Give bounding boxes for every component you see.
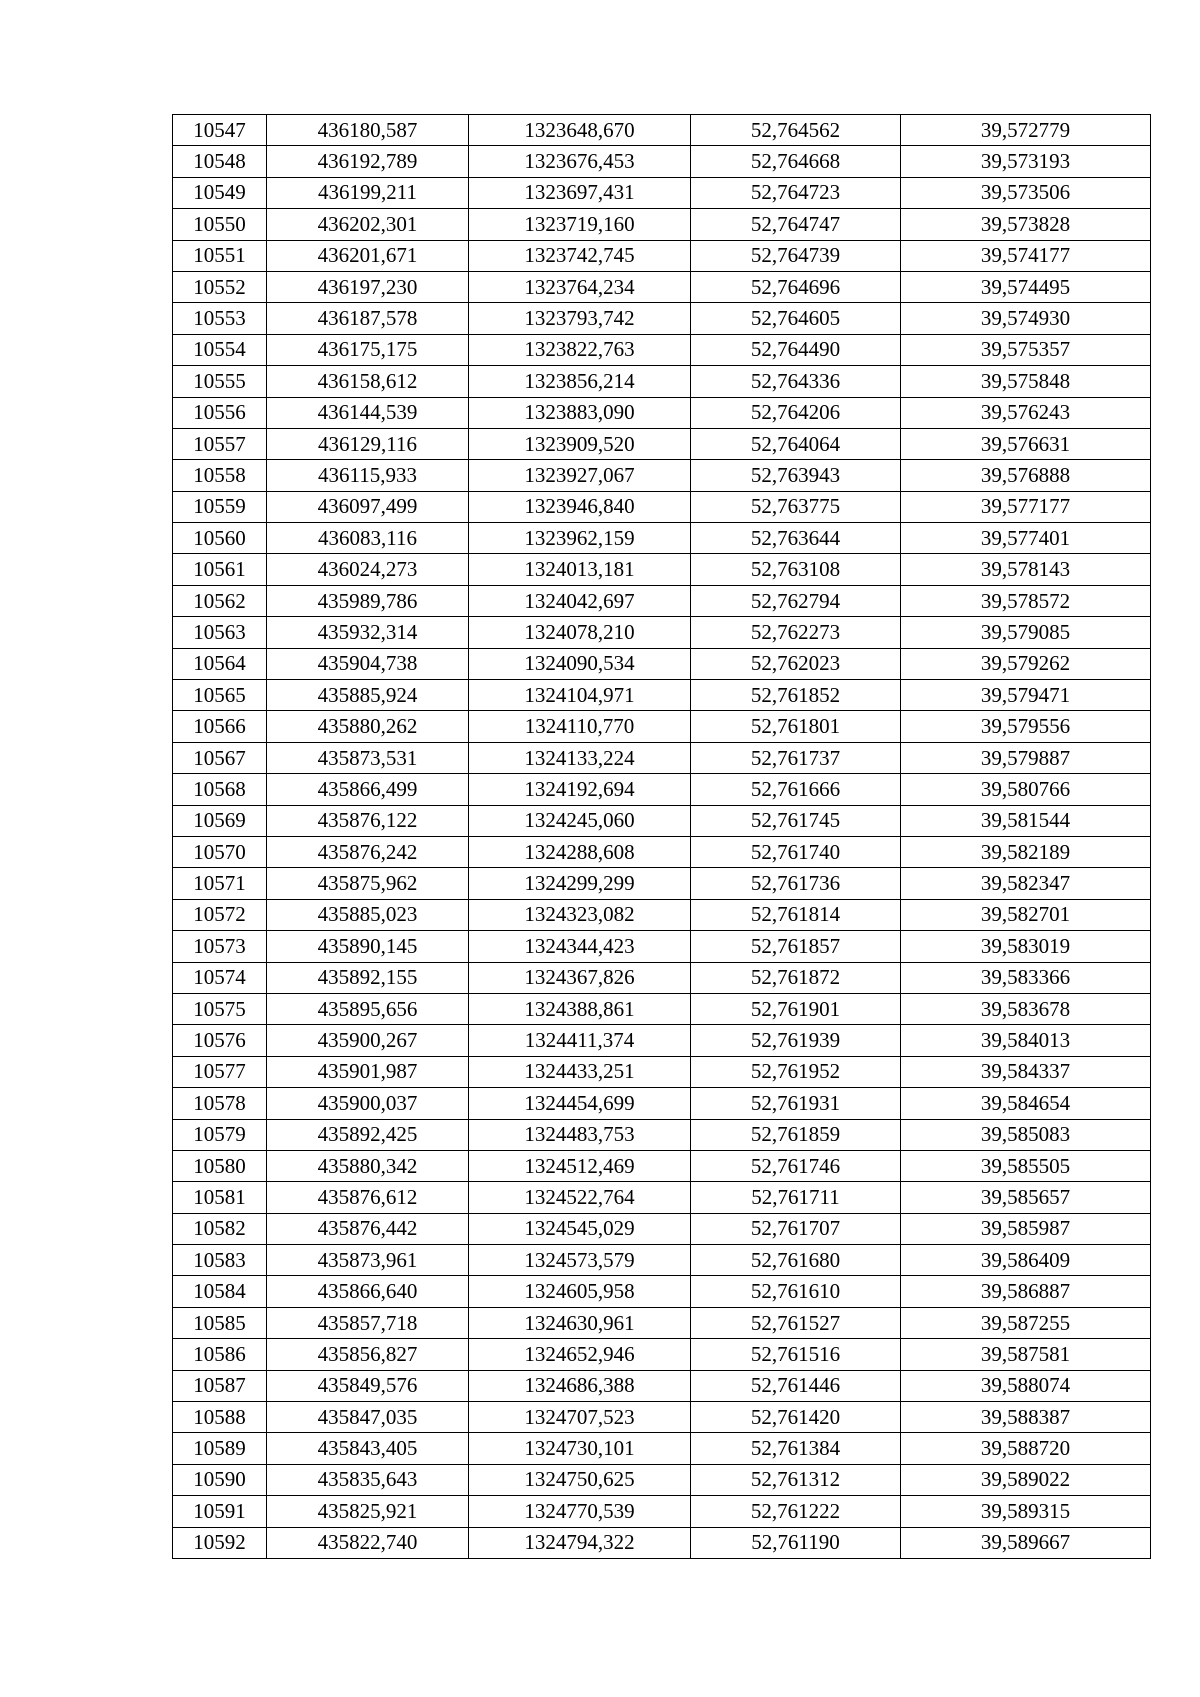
point-number-cell: 10566: [173, 711, 267, 742]
x-coordinate-cell: 435892,155: [267, 962, 469, 993]
x-coordinate-cell: 435876,242: [267, 836, 469, 867]
point-number-cell: 10590: [173, 1464, 267, 1495]
latitude-cell: 52,761707: [691, 1213, 901, 1244]
y-coordinate-cell: 1324545,029: [469, 1213, 691, 1244]
point-number-cell: 10573: [173, 931, 267, 962]
x-coordinate-cell: 436083,116: [267, 523, 469, 554]
longitude-cell: 39,589315: [901, 1496, 1151, 1527]
latitude-cell: 52,761746: [691, 1150, 901, 1181]
latitude-cell: 52,762023: [691, 648, 901, 679]
table-row: [173, 1496, 1151, 1527]
x-coordinate-cell: 436187,578: [267, 303, 469, 334]
table-row: [173, 1276, 1151, 1307]
latitude-cell: 52,764490: [691, 334, 901, 365]
point-number-cell: 10559: [173, 491, 267, 522]
longitude-cell: 39,573193: [901, 146, 1151, 177]
x-coordinate-cell: 435876,442: [267, 1213, 469, 1244]
table-row: [173, 1056, 1151, 1087]
table-row: [173, 585, 1151, 616]
x-coordinate-cell: 436192,789: [267, 146, 469, 177]
point-number-cell: 10549: [173, 177, 267, 208]
y-coordinate-cell: 1323822,763: [469, 334, 691, 365]
table-row: [173, 648, 1151, 679]
latitude-cell: 52,761801: [691, 711, 901, 742]
y-coordinate-cell: 1324794,322: [469, 1527, 691, 1558]
table-row: [173, 1119, 1151, 1150]
table-row: [173, 523, 1151, 554]
latitude-cell: 52,761745: [691, 805, 901, 836]
point-number-cell: 10571: [173, 868, 267, 899]
point-number-cell: 10577: [173, 1056, 267, 1087]
table-row: [173, 1088, 1151, 1119]
table-row: [173, 209, 1151, 240]
point-number-cell: 10584: [173, 1276, 267, 1307]
longitude-cell: 39,577401: [901, 523, 1151, 554]
latitude-cell: 52,764064: [691, 428, 901, 459]
table-row: [173, 962, 1151, 993]
longitude-cell: 39,584654: [901, 1088, 1151, 1119]
x-coordinate-cell: 435895,656: [267, 993, 469, 1024]
y-coordinate-cell: 1324388,861: [469, 993, 691, 1024]
table-row: [173, 1464, 1151, 1495]
y-coordinate-cell: 1324454,699: [469, 1088, 691, 1119]
table-row: [173, 711, 1151, 742]
point-number-cell: 10560: [173, 523, 267, 554]
latitude-cell: 52,764206: [691, 397, 901, 428]
longitude-cell: 39,572779: [901, 115, 1151, 146]
table-row: [173, 1150, 1151, 1181]
table-row: [173, 334, 1151, 365]
x-coordinate-cell: 435873,531: [267, 742, 469, 773]
longitude-cell: 39,574177: [901, 240, 1151, 271]
x-coordinate-cell: 435866,640: [267, 1276, 469, 1307]
x-coordinate-cell: 436097,499: [267, 491, 469, 522]
x-coordinate-cell: 436180,587: [267, 115, 469, 146]
latitude-cell: 52,761516: [691, 1339, 901, 1370]
latitude-cell: 52,761859: [691, 1119, 901, 1150]
x-coordinate-cell: 435892,425: [267, 1119, 469, 1150]
table-row: [173, 460, 1151, 491]
point-number-cell: 10547: [173, 115, 267, 146]
y-coordinate-cell: 1324013,181: [469, 554, 691, 585]
table-row: [173, 1527, 1151, 1558]
y-coordinate-cell: 1323648,670: [469, 115, 691, 146]
longitude-cell: 39,585657: [901, 1182, 1151, 1213]
table-row: [173, 1433, 1151, 1464]
y-coordinate-cell: 1324512,469: [469, 1150, 691, 1181]
x-coordinate-cell: 435843,405: [267, 1433, 469, 1464]
table-row: [173, 1213, 1151, 1244]
point-number-cell: 10583: [173, 1245, 267, 1276]
x-coordinate-cell: 436201,671: [267, 240, 469, 271]
x-coordinate-cell: 435857,718: [267, 1307, 469, 1338]
y-coordinate-cell: 1323946,840: [469, 491, 691, 522]
x-coordinate-cell: 435890,145: [267, 931, 469, 962]
longitude-cell: 39,580766: [901, 774, 1151, 805]
x-coordinate-cell: 436115,933: [267, 460, 469, 491]
longitude-cell: 39,579887: [901, 742, 1151, 773]
latitude-cell: 52,761384: [691, 1433, 901, 1464]
table-row: [173, 1339, 1151, 1370]
x-coordinate-cell: 435885,023: [267, 899, 469, 930]
point-number-cell: 10572: [173, 899, 267, 930]
table-row: [173, 680, 1151, 711]
latitude-cell: 52,761737: [691, 742, 901, 773]
y-coordinate-cell: 1324323,082: [469, 899, 691, 930]
longitude-cell: 39,576631: [901, 428, 1151, 459]
y-coordinate-cell: 1324605,958: [469, 1276, 691, 1307]
x-coordinate-cell: 435825,921: [267, 1496, 469, 1527]
point-number-cell: 10579: [173, 1119, 267, 1150]
y-coordinate-cell: 1323909,520: [469, 428, 691, 459]
point-number-cell: 10580: [173, 1150, 267, 1181]
table-row: [173, 1245, 1151, 1276]
point-number-cell: 10551: [173, 240, 267, 271]
x-coordinate-cell: 435835,643: [267, 1464, 469, 1495]
longitude-cell: 39,584337: [901, 1056, 1151, 1087]
latitude-cell: 52,764336: [691, 366, 901, 397]
x-coordinate-cell: 435901,987: [267, 1056, 469, 1087]
latitude-cell: 52,761420: [691, 1402, 901, 1433]
y-coordinate-cell: 1324411,374: [469, 1025, 691, 1056]
x-coordinate-cell: 435876,612: [267, 1182, 469, 1213]
latitude-cell: 52,761939: [691, 1025, 901, 1056]
point-number-cell: 10557: [173, 428, 267, 459]
x-coordinate-cell: 436197,230: [267, 271, 469, 302]
table-row: [173, 836, 1151, 867]
longitude-cell: 39,576243: [901, 397, 1151, 428]
point-number-cell: 10563: [173, 617, 267, 648]
point-number-cell: 10592: [173, 1527, 267, 1558]
y-coordinate-cell: 1324730,101: [469, 1433, 691, 1464]
x-coordinate-cell: 436175,175: [267, 334, 469, 365]
latitude-cell: 52,761527: [691, 1307, 901, 1338]
coordinates-table: [172, 114, 1151, 1559]
latitude-cell: 52,764605: [691, 303, 901, 334]
latitude-cell: 52,763108: [691, 554, 901, 585]
x-coordinate-cell: 435856,827: [267, 1339, 469, 1370]
longitude-cell: 39,588074: [901, 1370, 1151, 1401]
table-row: [173, 993, 1151, 1024]
table-row: [173, 397, 1151, 428]
x-coordinate-cell: 435866,499: [267, 774, 469, 805]
point-number-cell: 10588: [173, 1402, 267, 1433]
point-number-cell: 10581: [173, 1182, 267, 1213]
x-coordinate-cell: 435849,576: [267, 1370, 469, 1401]
latitude-cell: 52,761872: [691, 962, 901, 993]
point-number-cell: 10565: [173, 680, 267, 711]
longitude-cell: 39,585083: [901, 1119, 1151, 1150]
x-coordinate-cell: 435847,035: [267, 1402, 469, 1433]
latitude-cell: 52,761736: [691, 868, 901, 899]
longitude-cell: 39,582347: [901, 868, 1151, 899]
longitude-cell: 39,583678: [901, 993, 1151, 1024]
point-number-cell: 10589: [173, 1433, 267, 1464]
point-number-cell: 10555: [173, 366, 267, 397]
longitude-cell: 39,586409: [901, 1245, 1151, 1276]
point-number-cell: 10586: [173, 1339, 267, 1370]
table-row: [173, 1307, 1151, 1338]
table-row: [173, 617, 1151, 648]
latitude-cell: 52,761312: [691, 1464, 901, 1495]
y-coordinate-cell: 1324042,697: [469, 585, 691, 616]
x-coordinate-cell: 435989,786: [267, 585, 469, 616]
y-coordinate-cell: 1323883,090: [469, 397, 691, 428]
latitude-cell: 52,764747: [691, 209, 901, 240]
latitude-cell: 52,761222: [691, 1496, 901, 1527]
x-coordinate-cell: 435880,342: [267, 1150, 469, 1181]
x-coordinate-cell: 435876,122: [267, 805, 469, 836]
latitude-cell: 52,761931: [691, 1088, 901, 1119]
longitude-cell: 39,578572: [901, 585, 1151, 616]
point-number-cell: 10576: [173, 1025, 267, 1056]
point-number-cell: 10564: [173, 648, 267, 679]
y-coordinate-cell: 1324367,826: [469, 962, 691, 993]
point-number-cell: 10578: [173, 1088, 267, 1119]
y-coordinate-cell: 1324686,388: [469, 1370, 691, 1401]
y-coordinate-cell: 1324433,251: [469, 1056, 691, 1087]
x-coordinate-cell: 435900,267: [267, 1025, 469, 1056]
table-row: [173, 868, 1151, 899]
point-number-cell: 10548: [173, 146, 267, 177]
y-coordinate-cell: 1323742,745: [469, 240, 691, 271]
latitude-cell: 52,763644: [691, 523, 901, 554]
latitude-cell: 52,764668: [691, 146, 901, 177]
point-number-cell: 10568: [173, 774, 267, 805]
point-number-cell: 10552: [173, 271, 267, 302]
x-coordinate-cell: 435904,738: [267, 648, 469, 679]
y-coordinate-cell: 1324630,961: [469, 1307, 691, 1338]
latitude-cell: 52,761666: [691, 774, 901, 805]
longitude-cell: 39,583366: [901, 962, 1151, 993]
latitude-cell: 52,761680: [691, 1245, 901, 1276]
table-row: [173, 931, 1151, 962]
point-number-cell: 10582: [173, 1213, 267, 1244]
point-number-cell: 10569: [173, 805, 267, 836]
table-row: [173, 115, 1151, 146]
y-coordinate-cell: 1323856,214: [469, 366, 691, 397]
latitude-cell: 52,761901: [691, 993, 901, 1024]
latitude-cell: 52,761446: [691, 1370, 901, 1401]
table-row: [173, 491, 1151, 522]
x-coordinate-cell: 435932,314: [267, 617, 469, 648]
point-number-cell: 10585: [173, 1307, 267, 1338]
longitude-cell: 39,578143: [901, 554, 1151, 585]
latitude-cell: 52,763943: [691, 460, 901, 491]
longitude-cell: 39,586887: [901, 1276, 1151, 1307]
longitude-cell: 39,575357: [901, 334, 1151, 365]
point-number-cell: 10561: [173, 554, 267, 585]
longitude-cell: 39,576888: [901, 460, 1151, 491]
y-coordinate-cell: 1324110,770: [469, 711, 691, 742]
table-row: [173, 1182, 1151, 1213]
x-coordinate-cell: 436158,612: [267, 366, 469, 397]
longitude-cell: 39,574930: [901, 303, 1151, 334]
latitude-cell: 52,761814: [691, 899, 901, 930]
point-number-cell: 10575: [173, 993, 267, 1024]
longitude-cell: 39,588720: [901, 1433, 1151, 1464]
longitude-cell: 39,589667: [901, 1527, 1151, 1558]
longitude-cell: 39,589022: [901, 1464, 1151, 1495]
x-coordinate-cell: 435885,924: [267, 680, 469, 711]
point-number-cell: 10574: [173, 962, 267, 993]
longitude-cell: 39,585505: [901, 1150, 1151, 1181]
y-coordinate-cell: 1324192,694: [469, 774, 691, 805]
table-row: [173, 742, 1151, 773]
y-coordinate-cell: 1324770,539: [469, 1496, 691, 1527]
x-coordinate-cell: 435880,262: [267, 711, 469, 742]
point-number-cell: 10562: [173, 585, 267, 616]
longitude-cell: 39,584013: [901, 1025, 1151, 1056]
point-number-cell: 10553: [173, 303, 267, 334]
longitude-cell: 39,579085: [901, 617, 1151, 648]
point-number-cell: 10556: [173, 397, 267, 428]
point-number-cell: 10550: [173, 209, 267, 240]
x-coordinate-cell: 435875,962: [267, 868, 469, 899]
longitude-cell: 39,577177: [901, 491, 1151, 522]
y-coordinate-cell: 1324573,579: [469, 1245, 691, 1276]
x-coordinate-cell: 435873,961: [267, 1245, 469, 1276]
y-coordinate-cell: 1324104,971: [469, 680, 691, 711]
latitude-cell: 52,761740: [691, 836, 901, 867]
longitude-cell: 39,585987: [901, 1213, 1151, 1244]
point-number-cell: 10558: [173, 460, 267, 491]
longitude-cell: 39,582701: [901, 899, 1151, 930]
longitude-cell: 39,581544: [901, 805, 1151, 836]
y-coordinate-cell: 1323676,453: [469, 146, 691, 177]
longitude-cell: 39,573506: [901, 177, 1151, 208]
point-number-cell: 10570: [173, 836, 267, 867]
y-coordinate-cell: 1324090,534: [469, 648, 691, 679]
x-coordinate-cell: 436144,539: [267, 397, 469, 428]
x-coordinate-cell: 435900,037: [267, 1088, 469, 1119]
longitude-cell: 39,579556: [901, 711, 1151, 742]
y-coordinate-cell: 1324652,946: [469, 1339, 691, 1370]
table-row: [173, 805, 1151, 836]
latitude-cell: 52,761952: [691, 1056, 901, 1087]
table-row: [173, 177, 1151, 208]
y-coordinate-cell: 1324299,299: [469, 868, 691, 899]
table-row: [173, 303, 1151, 334]
latitude-cell: 52,761711: [691, 1182, 901, 1213]
longitude-cell: 39,588387: [901, 1402, 1151, 1433]
y-coordinate-cell: 1324344,423: [469, 931, 691, 962]
longitude-cell: 39,579471: [901, 680, 1151, 711]
longitude-cell: 39,583019: [901, 931, 1151, 962]
point-number-cell: 10567: [173, 742, 267, 773]
longitude-cell: 39,587255: [901, 1307, 1151, 1338]
latitude-cell: 52,762794: [691, 585, 901, 616]
y-coordinate-cell: 1323764,234: [469, 271, 691, 302]
x-coordinate-cell: 436199,211: [267, 177, 469, 208]
x-coordinate-cell: 436129,116: [267, 428, 469, 459]
latitude-cell: 52,764723: [691, 177, 901, 208]
table-row: [173, 146, 1151, 177]
latitude-cell: 52,761857: [691, 931, 901, 962]
y-coordinate-cell: 1323719,160: [469, 209, 691, 240]
y-coordinate-cell: 1324133,224: [469, 742, 691, 773]
y-coordinate-cell: 1324522,764: [469, 1182, 691, 1213]
latitude-cell: 52,761190: [691, 1527, 901, 1558]
y-coordinate-cell: 1323962,159: [469, 523, 691, 554]
longitude-cell: 39,573828: [901, 209, 1151, 240]
y-coordinate-cell: 1324245,060: [469, 805, 691, 836]
table-row: [173, 366, 1151, 397]
longitude-cell: 39,579262: [901, 648, 1151, 679]
y-coordinate-cell: 1324707,523: [469, 1402, 691, 1433]
y-coordinate-cell: 1324483,753: [469, 1119, 691, 1150]
longitude-cell: 39,582189: [901, 836, 1151, 867]
table-row: [173, 240, 1151, 271]
latitude-cell: 52,764696: [691, 271, 901, 302]
longitude-cell: 39,587581: [901, 1339, 1151, 1370]
table-row: [173, 554, 1151, 585]
longitude-cell: 39,575848: [901, 366, 1151, 397]
y-coordinate-cell: 1324750,625: [469, 1464, 691, 1495]
point-number-cell: 10554: [173, 334, 267, 365]
table-row: [173, 899, 1151, 930]
y-coordinate-cell: 1323697,431: [469, 177, 691, 208]
latitude-cell: 52,762273: [691, 617, 901, 648]
table-row: [173, 428, 1151, 459]
longitude-cell: 39,574495: [901, 271, 1151, 302]
table-row: [173, 1402, 1151, 1433]
latitude-cell: 52,761610: [691, 1276, 901, 1307]
y-coordinate-cell: 1324078,210: [469, 617, 691, 648]
point-number-cell: 10591: [173, 1496, 267, 1527]
latitude-cell: 52,764739: [691, 240, 901, 271]
y-coordinate-cell: 1323927,067: [469, 460, 691, 491]
table-row: [173, 774, 1151, 805]
y-coordinate-cell: 1323793,742: [469, 303, 691, 334]
latitude-cell: 52,763775: [691, 491, 901, 522]
y-coordinate-cell: 1324288,608: [469, 836, 691, 867]
x-coordinate-cell: 435822,740: [267, 1527, 469, 1558]
table-row: [173, 271, 1151, 302]
x-coordinate-cell: 436202,301: [267, 209, 469, 240]
latitude-cell: 52,761852: [691, 680, 901, 711]
table-row: [173, 1370, 1151, 1401]
point-number-cell: 10587: [173, 1370, 267, 1401]
table-row: [173, 1025, 1151, 1056]
coordinates-table-body: [173, 115, 1151, 1559]
latitude-cell: 52,764562: [691, 115, 901, 146]
x-coordinate-cell: 436024,273: [267, 554, 469, 585]
